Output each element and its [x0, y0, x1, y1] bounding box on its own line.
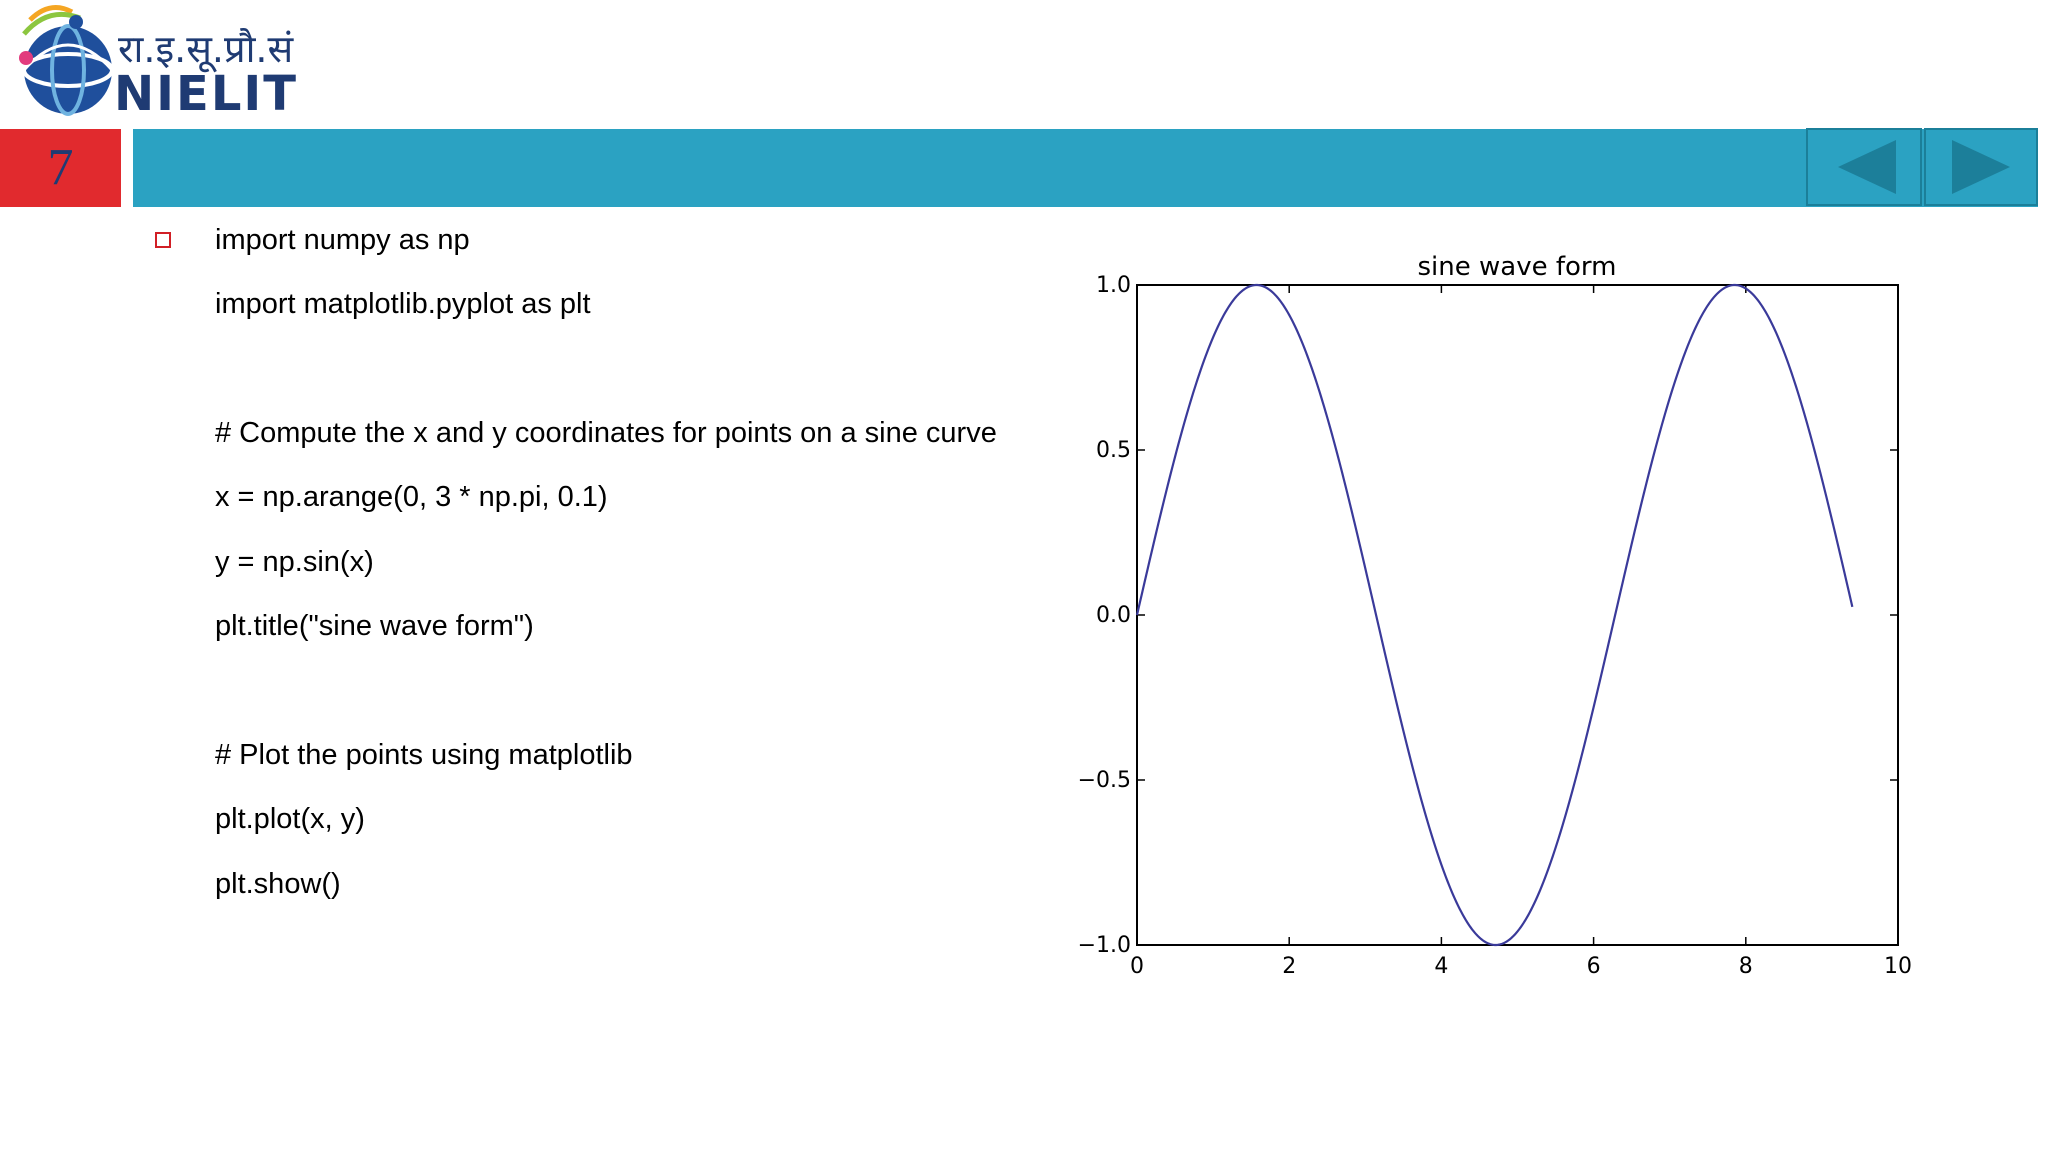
code-line: import numpy as np	[215, 224, 470, 256]
plot-frame	[1137, 285, 1898, 945]
sine-series-line	[1137, 285, 1852, 945]
x-tick-label: 4	[1434, 954, 1449, 979]
x-tick-label: 6	[1586, 954, 1601, 979]
x-tick-label: 8	[1738, 954, 1753, 979]
code-line: plt.plot(x, y)	[215, 803, 365, 835]
y-tick-label: 1.0	[1096, 273, 1131, 298]
code-line: y = np.sin(x)	[215, 546, 374, 578]
code-line: plt.title("sine wave form")	[215, 610, 534, 642]
triangle-left-icon	[1808, 130, 1920, 204]
bullet-square-icon	[155, 232, 171, 248]
globe-logo-icon	[10, 0, 120, 125]
next-slide-button[interactable]	[1924, 128, 2038, 206]
code-line: x = np.arange(0, 3 * np.pi, 0.1)	[215, 481, 608, 513]
previous-slide-button[interactable]	[1806, 128, 1922, 206]
slide-number: 7	[47, 139, 74, 196]
axis-ticks	[1078, 273, 1912, 979]
code-line: # Compute the x and y coordinates for points on a sine curve	[215, 417, 997, 449]
logo-brand-text: NIELIT	[114, 66, 299, 122]
chart-title: sine wave form	[1417, 252, 1617, 282]
y-tick-label: 0.0	[1096, 603, 1131, 628]
x-tick-label: 0	[1130, 954, 1144, 979]
code-line: import matplotlib.pyplot as plt	[215, 288, 591, 320]
y-tick-label: −0.5	[1077, 768, 1131, 793]
x-tick-label: 10	[1884, 954, 1912, 979]
code-line: plt.show()	[215, 868, 341, 900]
title-bar	[133, 129, 2038, 207]
sine-wave-chart	[1075, 245, 1925, 985]
y-tick-label: 0.5	[1096, 438, 1131, 463]
logo-hindi-text: रा.इ.सू.प्रौ.सं	[118, 27, 294, 71]
x-tick-label: 2	[1282, 954, 1297, 979]
y-tick-label: −1.0	[1077, 933, 1131, 958]
triangle-right-icon	[1926, 130, 2036, 204]
code-line: # Plot the points using matplotlib	[215, 739, 633, 771]
